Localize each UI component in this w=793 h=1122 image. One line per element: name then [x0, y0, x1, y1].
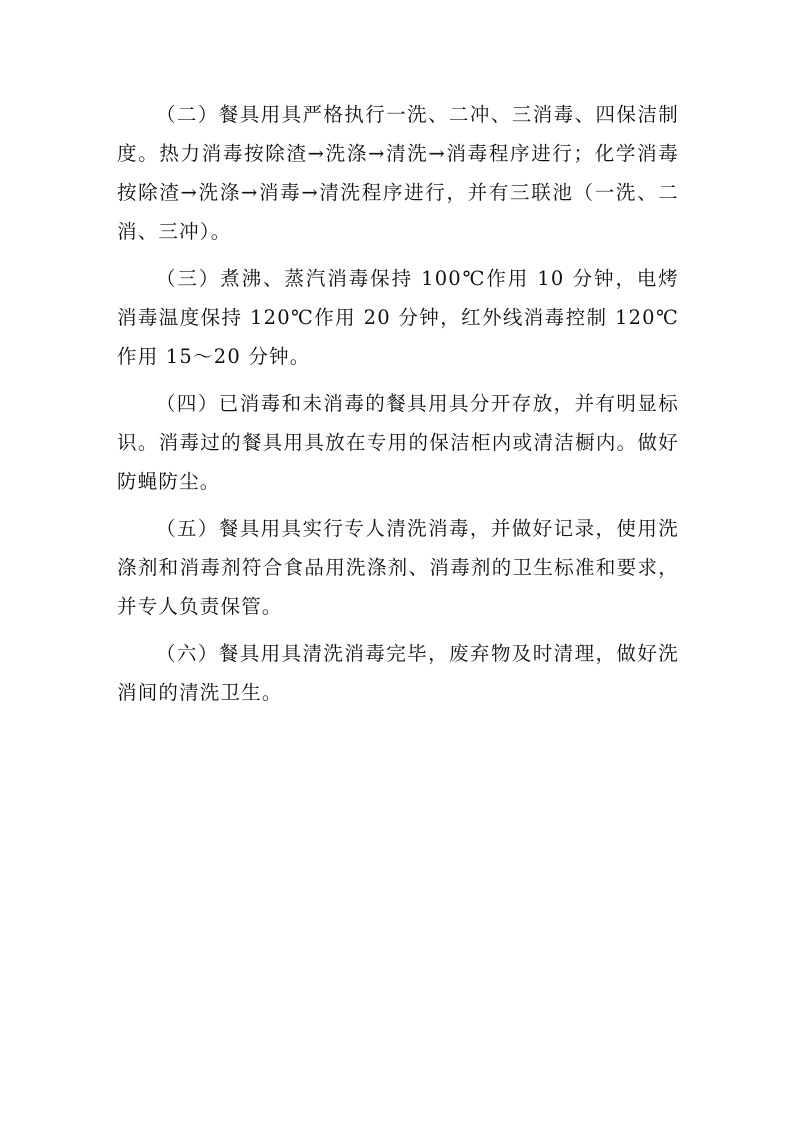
paragraph-6: （六）餐具用具清洗消毒完毕，废弃物及时清理，做好洗消间的清洗卫生。 [117, 642, 679, 704]
document-body [117, 95, 679, 720]
paragraph-2: （二）餐具用具严格执行一洗、二冲、三消毒、四保洁制度。热力消毒按除渣→洗涤→清洗→消毒程序进行；化学消毒按除渣→洗涤→消毒→清洗程序进行，并有三联池（一洗、二消、三冲）。 [117, 103, 679, 243]
paragraph-4: （四）已消毒和未消毒的餐具用具分开存放，并有明显标识。消毒过的餐具用具放在专用的保洁柜内或清洁橱内。做好防蝇防尘。 [117, 392, 679, 493]
paragraph-5: （五）餐具用具实行专人清洗消毒，并做好记录，使用洗涤剂和消毒剂符合食品用洗涤剂、消毒剂的卫生标准和要求，并专人负责保管。 [117, 517, 679, 618]
paragraph-3: （三）煮沸、蒸汽消毒保持 100℃作用 10 分钟，电烤消毒温度保持 120℃作用 20 分钟，红外线消毒控制 120℃作用 15～20 分钟。 [117, 267, 679, 368]
